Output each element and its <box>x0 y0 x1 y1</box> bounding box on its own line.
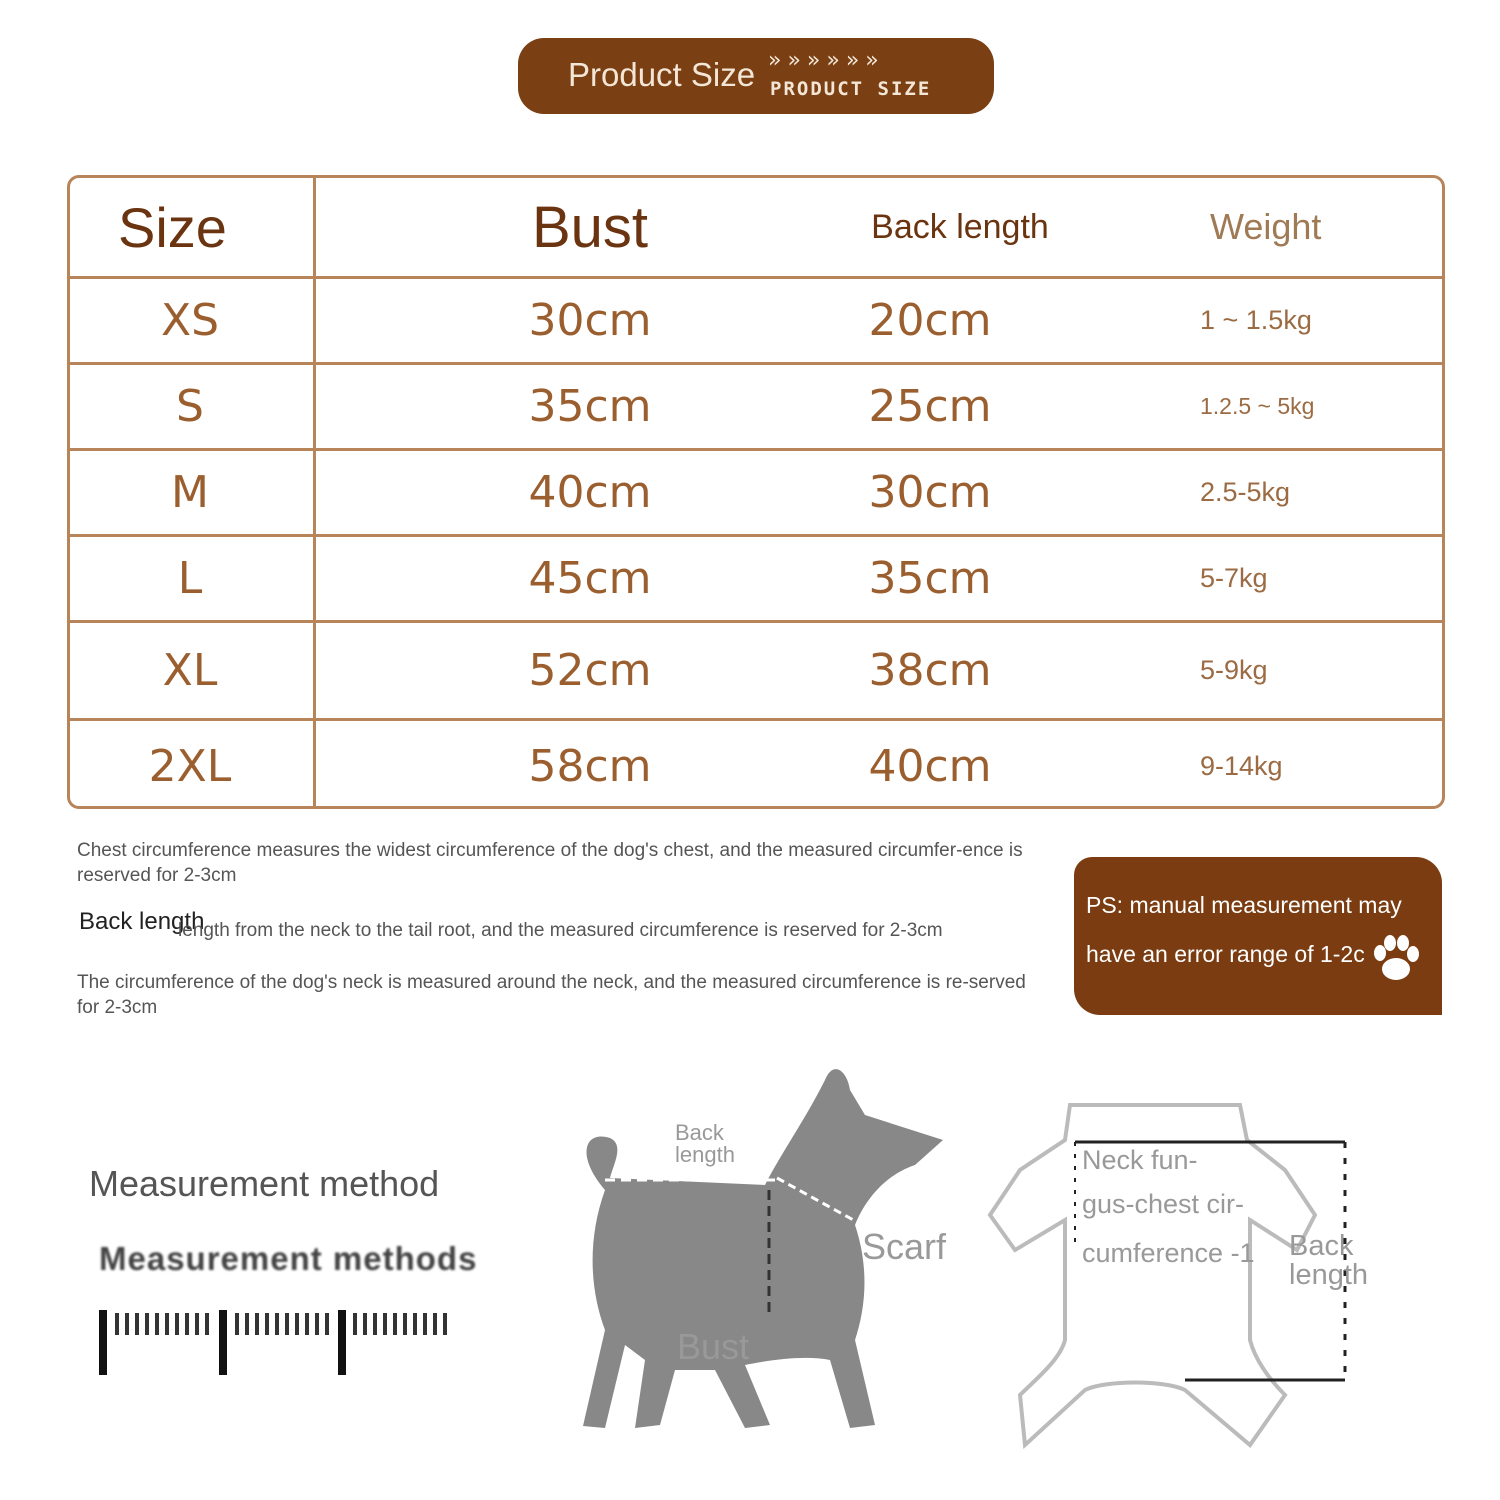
banner-title: Product Size <box>568 56 756 93</box>
table-row <box>70 718 1442 809</box>
table-row <box>70 620 1442 718</box>
back-length-note-label: Back length <box>79 908 205 935</box>
measurement-method-title: Measurement method <box>89 1163 440 1204</box>
header-bust: Bust <box>531 194 649 260</box>
dog-back-length-label: Back length <box>675 1120 735 1167</box>
size-table <box>67 175 1445 809</box>
ps-line-1: PS: manual measurement may <box>1086 892 1402 918</box>
table-row <box>70 362 1442 448</box>
header-back-length: Back length <box>871 207 1049 246</box>
row-bust: 52cm <box>528 645 652 696</box>
ps-line-2: have an error range of 1-2c <box>1086 941 1365 967</box>
row-back-length: 30cm <box>868 467 992 518</box>
ps-callout <box>1074 857 1442 1015</box>
row-bust: 45cm <box>528 553 652 604</box>
row-weight: 5-7kg <box>1200 563 1268 593</box>
row-weight: 9-14kg <box>1200 751 1283 781</box>
chevrons-icon: »»»»»» <box>768 48 885 73</box>
back-length-note: length from the neck to the tail root, and the measured circumference is reserved for 2-3cm <box>178 920 943 941</box>
row-back-length: 38cm <box>868 645 992 696</box>
row-size: M <box>171 467 209 518</box>
row-size: XL <box>162 645 218 696</box>
shirt-back-length-label: Back length <box>1289 1230 1369 1291</box>
header-size: Size <box>118 195 227 259</box>
table-header <box>70 178 1442 276</box>
row-weight: 2.5-5kg <box>1200 477 1291 507</box>
row-size: L <box>177 553 203 604</box>
table-row <box>70 534 1442 620</box>
dog-scarf-label: Scarf <box>862 1226 947 1267</box>
row-bust: 30cm <box>528 295 652 346</box>
table-row <box>70 276 1442 362</box>
row-bust: 58cm <box>528 741 652 792</box>
chest-note: Chest circumference measures the widest circumference of the dog's chest, and the measured circumfer-ence is reserved for 2-3cm <box>77 840 1023 886</box>
row-weight: 1.2.5 ~ 5kg <box>1200 393 1315 419</box>
measurement-method-subtitle: Measurement methods <box>99 1240 478 1277</box>
row-back-length: 40cm <box>868 741 992 792</box>
shirt-line-1: Neck fun- <box>1082 1145 1198 1175</box>
row-back-length: 25cm <box>868 381 992 432</box>
row-weight: 1 ~ 1.5kg <box>1200 305 1312 335</box>
neck-note: The circumference of the dog's neck is measured around the neck, and the measured circumference is re-served for 2-3cm <box>77 972 1026 1018</box>
row-weight: 5-9kg <box>1200 655 1268 685</box>
row-size: S <box>176 381 204 432</box>
row-back-length: 35cm <box>868 553 992 604</box>
table-row <box>70 448 1442 534</box>
row-size: 2XL <box>148 741 232 792</box>
paw-icon <box>1368 931 1424 987</box>
dog-bust-label: Bust <box>677 1326 750 1367</box>
row-back-length: 20cm <box>868 295 992 346</box>
banner-subtitle: PRODUCT SIZE <box>770 78 932 100</box>
shirt-line-3: cumference -1 <box>1082 1238 1255 1268</box>
row-bust: 40cm <box>528 467 652 518</box>
row-bust: 35cm <box>528 381 652 432</box>
ruler-icon <box>95 1305 455 1380</box>
product-size-banner <box>518 38 994 114</box>
header-weight: Weight <box>1210 206 1322 247</box>
row-size: XS <box>160 295 220 346</box>
shirt-line-2: gus-chest cir- <box>1082 1189 1245 1219</box>
